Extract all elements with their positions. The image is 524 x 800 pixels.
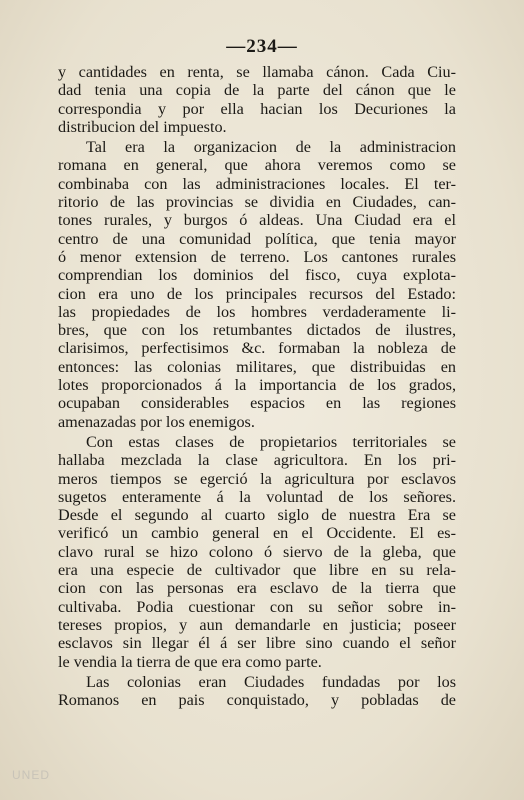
text-line: tones rurales, y burgos ó aldeas. Una Ciudad era el [58, 211, 456, 230]
paragraph-2 [58, 138, 456, 431]
text-line: hallaba mezclada la clase agricultora. En los pri- [58, 451, 456, 470]
text-line: ocupaban considerables espacios en las regiones [58, 394, 456, 413]
text-line: las propiedades de los hombres verdaderamente li- [58, 302, 456, 321]
text-line: esclavos sin llegar él á ser libre sino cuando el señor [58, 634, 456, 653]
text-line: bres, que con los retumbantes dictados de ilustres, [58, 321, 456, 340]
text-line: ritorio de las provincias se dividia en Ciudades, can- [58, 193, 456, 212]
text-line: distribucion del impuesto. [58, 117, 227, 136]
text-line: tereses propios, y aun demandarle en justicia; poseer [58, 615, 456, 634]
text-line: Romanos en pais conquistado, y pobladas de [58, 691, 456, 710]
text-line: romana en general, que ahora veremos como se [58, 156, 456, 175]
paragraph-4 [58, 673, 456, 710]
text-line: correspondia y por ella hacian los Decuriones la [58, 99, 456, 118]
page-number: —234— [226, 36, 298, 57]
text-line: centro de una comunidad política, que tenia mayor [58, 229, 456, 248]
text-line: cion con las personas era esclavo de la tierra que [58, 579, 456, 598]
text-line: Con estas clases de propietarios territoriales se [86, 432, 456, 451]
text-line: combinaba con las administraciones locales. El ter- [58, 174, 456, 193]
text-line: Tal era la organizacion de la administracion [86, 138, 456, 157]
text-line: sugetos enteramente á la voluntad de los señores. [58, 487, 456, 506]
text-line: clarisimos, perfectisimos &c. formaban la nobleza de [58, 339, 456, 358]
text-line: le vendia la tierra de que era como parte. [58, 652, 322, 671]
text-line: cion era uno de los principales recursos del Estado: [58, 284, 456, 303]
body-text [58, 63, 456, 709]
paragraph-1 [58, 63, 456, 136]
text-line: clavo rural se hizo colono ó siervo de la gleba, que [58, 542, 456, 561]
text-line: y cantidades en renta, se llamaba cánon. Cada Ciu- [58, 63, 456, 81]
text-line: verificó un cambio general en el Occidente. El es- [58, 524, 456, 543]
text-line: cultivaba. Podia cuestionar con su señor sobre in- [58, 597, 456, 616]
text-line: era una especie de cultivador que libre en su rela- [58, 561, 456, 580]
text-line: comprendian los dominios del fisco, cuya explota- [58, 266, 456, 285]
text-line: lotes proporcionados á la importancia de los grados, [58, 376, 456, 395]
text-line: Las colonias eran Ciudades fundadas por los [86, 672, 456, 691]
uned-watermark: UNED [12, 768, 51, 782]
text-line: dad tenia una copia de la parte del cánon que le [58, 81, 456, 100]
text-line: entonces: las colonias militares, que distribuidas en [58, 357, 456, 376]
paragraph-3 [58, 433, 456, 671]
text-line: Desde el segundo al cuarto siglo de nuestra Era se [58, 506, 456, 525]
text-line: meros tiempos se egerció la agricultura por esclavos [58, 469, 456, 488]
text-line: amenazadas por los enemigos. [58, 412, 255, 431]
text-line: ó menor extension de terreno. Los cantones rurales [58, 247, 456, 266]
